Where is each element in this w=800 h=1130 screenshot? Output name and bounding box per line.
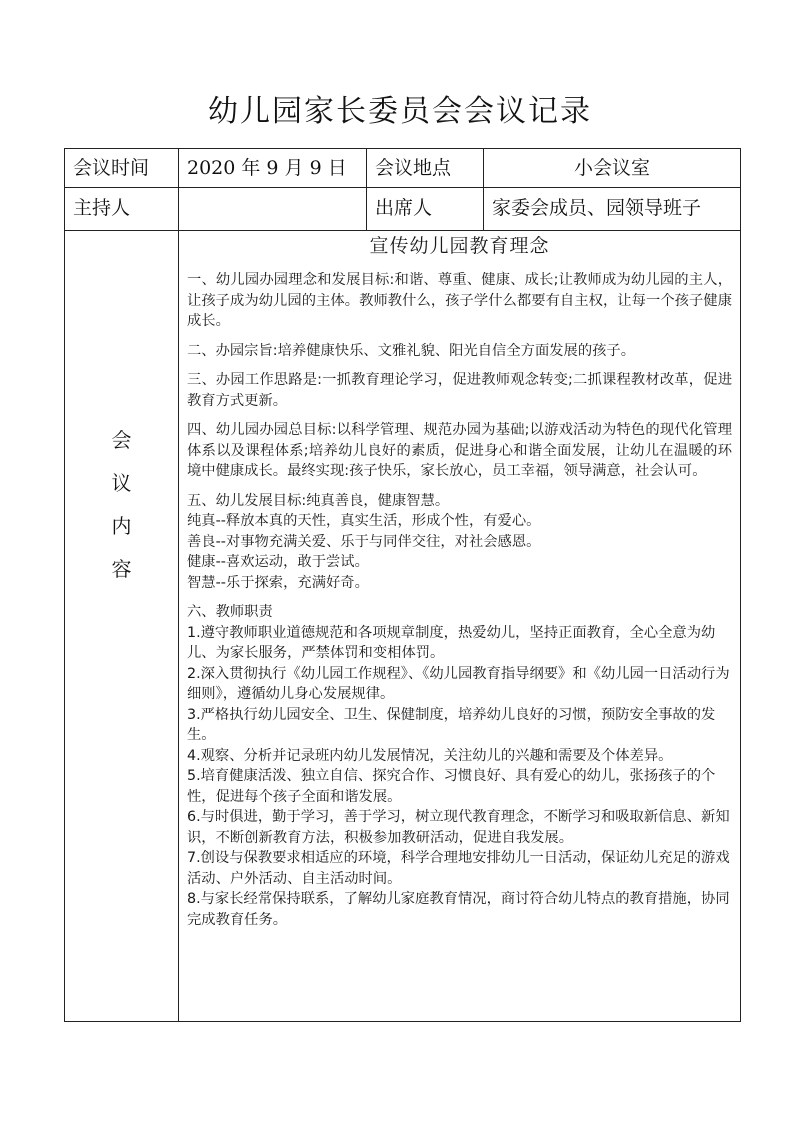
teacher-duty-item: 1.遵守教师职业道德规范和各项规章制度，热爱幼儿，坚持正面教育，全心全意为幼儿、为家长服务，严禁体罚和变相体罚。 xyxy=(187,624,716,661)
paragraph-work-approach: 三、办园工作思路是:一抓教育理论学习，促进教师观念转变;二抓课程教材改革，促进教育方式更新。 xyxy=(187,372,732,409)
host-label: 主持人 xyxy=(65,188,179,231)
minutes-table xyxy=(64,148,741,1022)
content-label xyxy=(65,419,178,591)
meeting-info-row-1 xyxy=(65,149,741,188)
paragraph-overall-goal: 四、幼儿园办园总目标:以科学管理、规范办园为基础;以游戏活动为特色的现代化管理体系以及课程体系;培养幼儿良好的素质，促进身心和谐全面发展，让幼儿在温暖的环境中健康成长。最终实现:孩子快乐，家长放心，员工幸福，领导满意，社会认可。 xyxy=(187,422,732,479)
content-cell xyxy=(179,231,741,1022)
teacher-duty-item: 6.与时俱进，勤于学习，善于学习，树立现代教育理念，不断学习和吸取新信息、新知识，不断创新教育方法，积极参加教研活动，促进自我发展。 xyxy=(187,809,730,846)
spacer xyxy=(187,593,732,602)
document-title: 幼儿园家长委员会会议记录 xyxy=(208,94,592,129)
development-goal-title: 五、幼儿发展目标:纯真善良，健康智慧。 xyxy=(187,492,450,509)
paragraph-philosophy: 一、幼儿园办园理念和发展目标:和谐、尊重、健康、成长;让教师成为幼儿园的主人，让孩子成为幼儿园的主体。教师教什么，孩子学什么都要有自主权，让每一个孩子健康成长。 xyxy=(187,272,732,329)
meeting-time-label: 会议时间 xyxy=(65,149,179,188)
teacher-duty-item: 7.创设与保教要求相适应的环境，科学合理地安排幼儿一日活动，保证幼儿充足的游戏活动、户外活动、自主活动时间。 xyxy=(187,850,730,887)
meeting-place-label: 会议地点 xyxy=(367,149,484,188)
meeting-content-row xyxy=(65,231,741,1022)
content-label-cell xyxy=(65,231,179,1022)
teacher-duty-item: 8.与家长经常保持联系，了解幼儿家庭教育情况，商讨符合幼儿特点的教育措施，协同完成教育任务。 xyxy=(187,891,730,928)
meeting-place-value: 小会议室 xyxy=(484,149,741,188)
host-value xyxy=(179,188,367,231)
development-goal-item: 纯真--释放本真的天性，真实生活，形成个性，有爱心。 xyxy=(187,513,541,529)
content-heading: 宣传幼儿园教育理念 xyxy=(369,235,550,257)
content-label-char: 议 xyxy=(111,471,132,495)
content-label-char: 容 xyxy=(111,557,132,581)
development-goal-item: 智慧--乐于探索，充满好奇。 xyxy=(187,574,369,591)
development-goal-item: 善良--对事物充满关爱、乐于与同伴交往，对社会感恩。 xyxy=(187,533,541,550)
teacher-duty-item: 5.培育健康活泼、独立自信、探究合作、习惯良好、具有爱心的幼儿，张扬孩子的个性，促进每个孩子全面和谐发展。 xyxy=(187,768,716,805)
teacher-duty-item: 2.深入贯彻执行《幼儿园工作规程》、《幼儿园教育指导纲要》和《幼儿园一日活动行为细则》，遵循幼儿身心发展规律。 xyxy=(187,665,730,702)
teacher-duty-item: 3.严格执行幼儿园安全、卫生、保健制度，培养幼儿良好的习惯，预防安全事故的发生。 xyxy=(187,706,716,743)
attendees-value: 家委会成员、园领导班子 xyxy=(484,188,741,231)
content-label-char: 内 xyxy=(111,514,132,538)
teacher-duty-item: 4.观察、分析并记录班内幼儿发展情况，关注幼儿的兴趣和需要及个体差异。 xyxy=(187,747,673,764)
content-label-char: 会 xyxy=(111,428,132,452)
meeting-info-row-2 xyxy=(65,188,741,231)
development-goal-item: 健康--喜欢运动，敢于尝试。 xyxy=(187,554,369,570)
attendees-label: 出席人 xyxy=(367,188,484,231)
paragraph-purpose: 二、办园宗旨:培养健康快乐、文雅礼貌、阳光自信全方面发展的孩子。 xyxy=(187,342,636,359)
meeting-time-value: 2020 年 9 月 9 日 xyxy=(179,149,367,188)
teacher-duties-title: 六、教师职责 xyxy=(187,604,273,620)
